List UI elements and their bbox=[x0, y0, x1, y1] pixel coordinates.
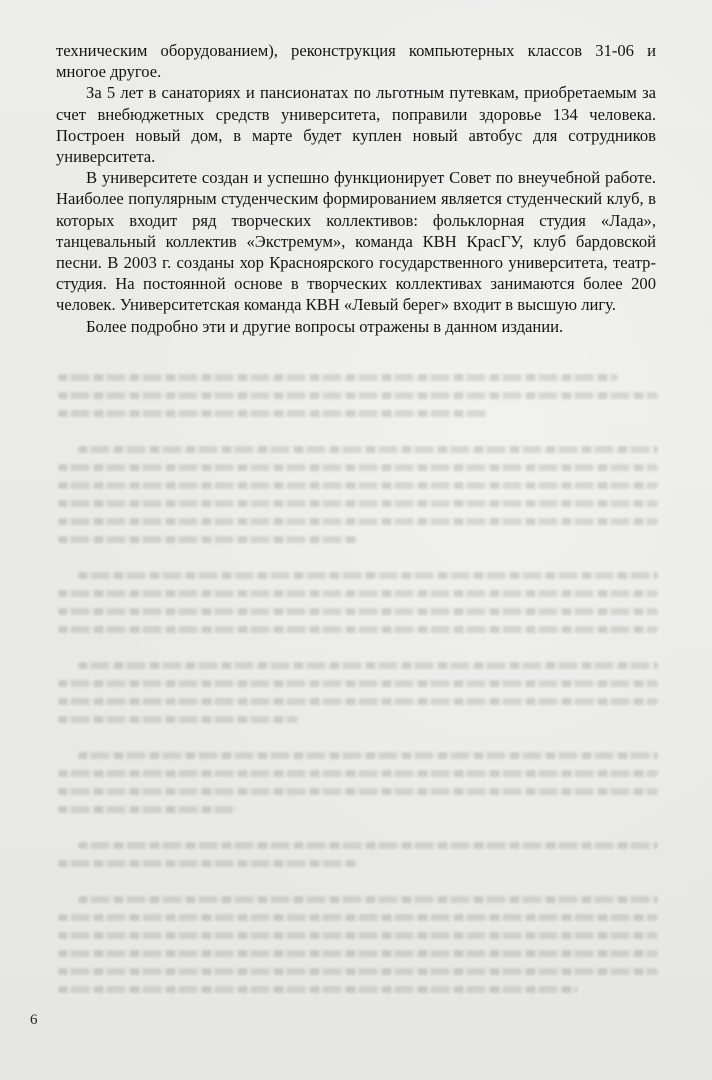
paragraph-3: В университете создан и успешно функционирует Совет по внеучебной работе. Наиболее популярным студенческим формированием является студенческий клуб, в которых входит ряд творческих коллективов: фольклорная студия «Лада», танцевальный коллектив «Экстремум», команда КВН КрасГУ, клуб бардовской песни. В 2003 г. созданы хор Красноярского государственного университета, театр-студия. На постоянной основе в творческих коллективах занимаются более 200 человек. Университетская команда КВН «Левый берег» входит в высшую лигу. bbox=[56, 168, 656, 315]
bleed-through-text bbox=[58, 370, 668, 1010]
body-text bbox=[56, 40, 656, 337]
page-number: 6 bbox=[30, 1012, 38, 1028]
paragraph-2: За 5 лет в санаториях и пансионатах по льготным путевкам, приобретаемым за счет внебюджетных средств университета, поправили здоровье 134 человека. Построен новый дом, в марте будет куплен новый автобус для сотрудников университета. bbox=[56, 83, 656, 167]
paragraph-4: Более подробно эти и другие вопросы отражены в данном издании. bbox=[86, 316, 564, 336]
paragraph-1: техническим оборудованием), реконструкция компьютерных классов 31-06 и многое другое. bbox=[56, 41, 656, 82]
